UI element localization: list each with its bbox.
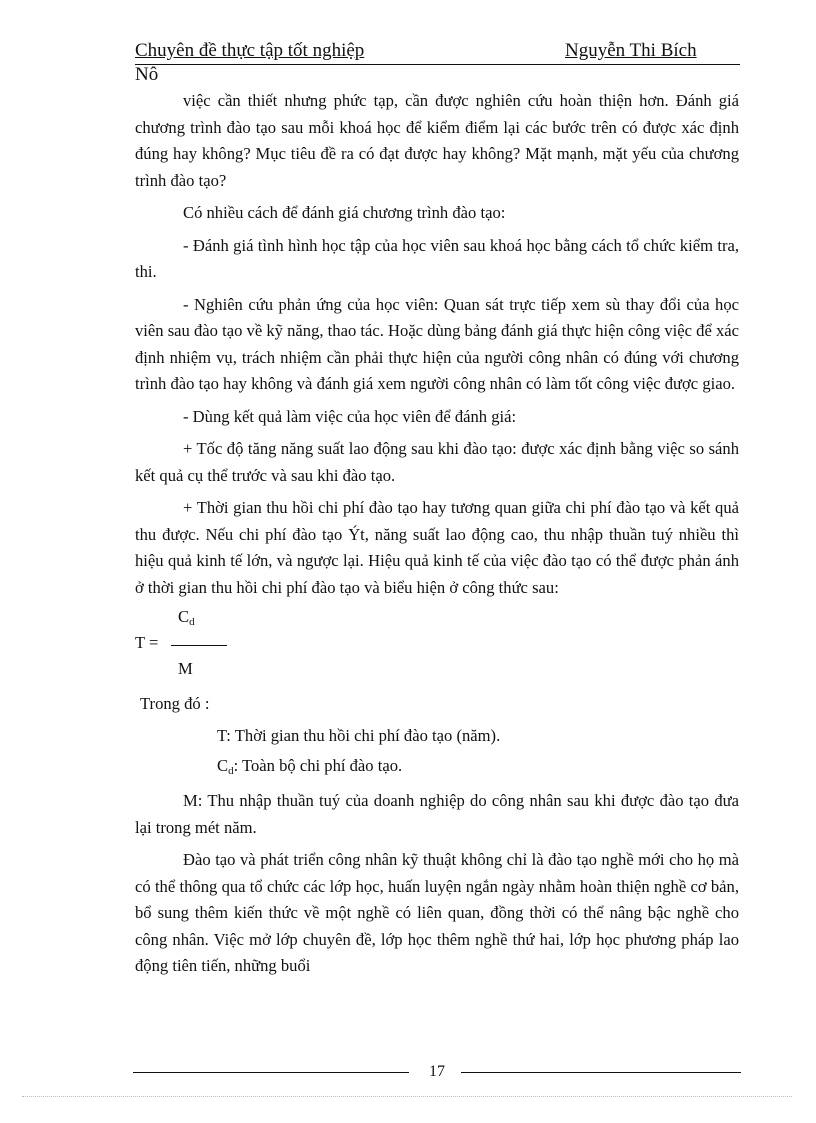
- header-author: Nguyễn Thi Bích: [565, 40, 697, 61]
- header-author-continuation: Nô: [135, 64, 159, 85]
- paragraph-2: Có nhiều cách để đánh giá chương trình đào tạo:: [183, 203, 506, 222]
- paragraph-1: việc cần thiết nhưng phức tạp, cần được nghiên cứu hoàn thiện hơn. Đánh giá chương trình đào tạo sau mỗi khoá học để kiểm điểm lại các bước trên có được xác định đúng hay không? Mục tiêu đề ra có đạt được hay không? Mặt mạnh, mặt yếu của chương trình đào tạo?: [135, 91, 739, 190]
- paragraph-3: - Đánh giá tình hình học tập của học viên sau khoá học bằng cách tổ chức kiểm tra, thi.: [135, 235, 739, 281]
- formula-numerator: $C_d$: [178, 607, 195, 628]
- page-number: 17: [429, 1063, 445, 1080]
- paragraph-7: + Thời gian thu hồi chi phí đào tạo hay tương quan giữa chi phí đào tạo và kết quả thu được. Nếu chi phí đào tạo Ýt, năng suất lao động cao, thu nhập thuần tuý nhiều thì hiệu quả kinh tế lớn, và ngược lại. Hiệu quả kinh tế của việc đào tạo có thể được phản ánh ở thời gian thu hồi chi phí đào tạo và biểu hiện ở công thức sau:: [135, 498, 739, 597]
- document-body: [135, 88, 739, 986]
- footer-rule-right: [461, 1072, 741, 1073]
- where-label: Trong đó :: [140, 694, 210, 713]
- definition-t: T: Thời gian thu hồi chi phí đào tạo (năm).: [217, 726, 501, 745]
- paragraph-5: - Dùng kết quả làm việc của học viên để đánh giá:: [183, 406, 517, 426]
- header-title: Chuyên đề thực tập tốt nghiệp: [135, 40, 365, 61]
- fraction-bar: [171, 645, 227, 646]
- definition-cd: $C_d$: Toàn bộ chi phí đào tạo.: [217, 756, 403, 777]
- running-header: [135, 40, 740, 65]
- paragraph-closing: Đào tạo và phát triển công nhân kỹ thuật không chỉ là đào tạo nghề mới cho họ mà có thể thông qua tổ chức các lớp học, huấn luyện ngắn ngày nhằm hoàn thiện nghề cơ bản, bổ sung thêm kiến thức về một nghề có liên quan, đồng thời có thể nâng bậc nghề cho công nhân. Việc mở lớp chuyên đề, lớp học thêm nghề thứ hai, lớp học phương pháp lao động tiên tiến, những buổi: [135, 850, 739, 975]
- formula-denominator: M: [178, 659, 193, 678]
- page-footer: [133, 1060, 741, 1084]
- payback-formula: [135, 607, 739, 685]
- definition-m: M: Thu nhập thuần tuý của doanh nghiệp do công nhân sau khi được đào tạo đưa lại trong mét năm.: [135, 791, 739, 837]
- paragraph-6: + Tốc độ tăng năng suất lao động sau khi đào tạo: được xác định bằng việc so sánh kết quả cụ thể trước và sau khi đào tạo.: [135, 439, 739, 485]
- formula-lhs: T =: [135, 633, 159, 652]
- paragraph-4: - Nghiên cứu phản ứng của học viên: Quan sát trực tiếp xem sù thay đổi của học viên sau đào tạo về kỹ năng, thao tác. Hoặc dùng bảng đánh giá thực hiện công việc để xác định nhiệm vụ, trách nhiệm cần phải thực hiện của người công nhân có đúng với chương trình đào tạo hay không và đánh giá xem người công nhân có làm tốt công việc được giao.: [135, 294, 739, 393]
- page-edge-divider: [22, 1096, 792, 1097]
- footer-rule-left: [133, 1072, 409, 1073]
